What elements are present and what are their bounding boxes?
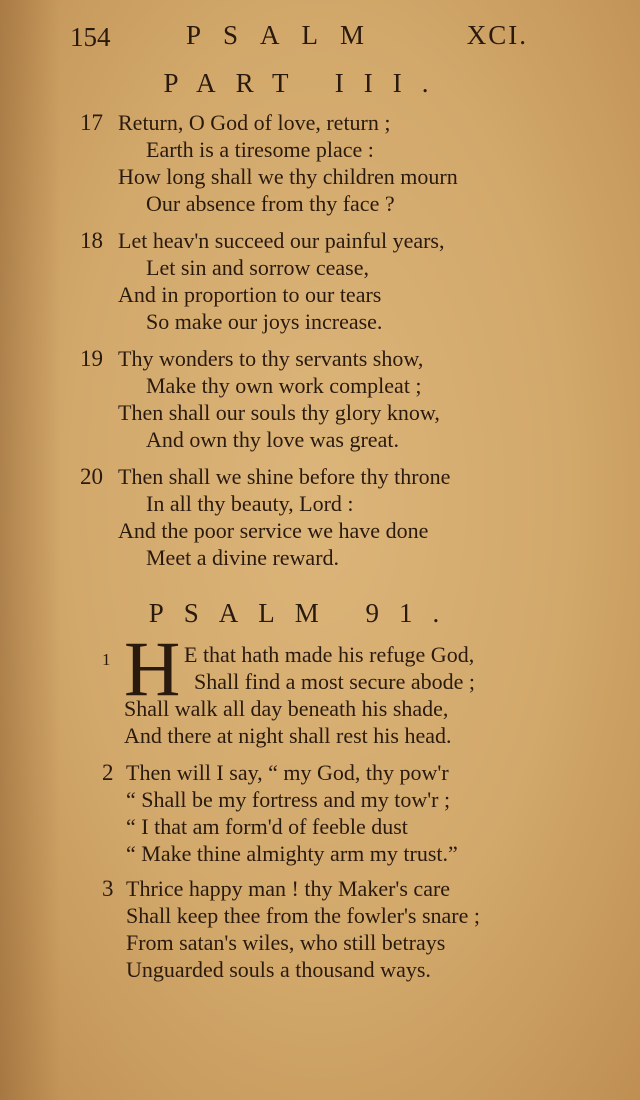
verse-line: From satan's wiles, who still betrays [126,930,446,955]
verse-line: Let sin and sorrow cease, [146,255,369,280]
binding-shadow [0,0,60,1100]
part-title: PART III. [163,68,449,98]
verse-line: Shall walk all day beneath his shade, [124,696,449,721]
verse-line: Thy wonders to thy servants show, [118,346,424,371]
verse-line: Then will I say, “ my God, thy pow'r [126,760,449,785]
verse-line: Meet a divine reward. [146,545,340,570]
verse-line: Shall keep thee from the fowler's snare ; [126,903,481,928]
stanza-number: 17 [80,110,103,135]
page-number: 154 [70,22,111,52]
verse-line: Shall find a most secure abode ; [194,669,476,694]
verse-line: Make thy own work compleat ; [146,373,422,398]
psalm-title: PSALM 91. [148,598,460,628]
verse-line: And the poor service we have done [118,518,429,543]
verse-line: How long shall we thy children mourn [118,164,458,189]
verse-line: “ Make thine almighty arm my trust.” [126,841,458,866]
verse-line: “ Shall be my fortress and my tow'r ; [126,787,451,812]
running-title: PSALM [186,20,387,50]
verse-line: Unguarded souls a thousand ways. [126,957,431,982]
verse-line: And there at night shall rest his head. [124,723,452,748]
verse-line: Then shall our souls thy glory know, [118,400,440,425]
drop-cap: H [124,625,181,712]
stanza-number: 3 [102,876,114,901]
verse-line: And in proportion to our tears [118,282,382,307]
stanza-number: 18 [80,228,103,253]
stanza-number: 1 [102,650,111,669]
stanza-number: 20 [80,464,103,489]
verse-line: In all thy beauty, Lord : [146,491,354,516]
verse-line: Thrice happy man ! thy Maker's care [126,876,451,901]
verse-line: Then shall we shine before thy throne [118,464,451,489]
verse-line: Let heav'n succeed our painful years, [118,228,445,253]
verse-line: Our absence from thy face ? [146,191,395,216]
verse-line: So make our joys increase. [146,309,383,334]
verse-line: Earth is a tiresome place : [146,137,374,162]
stanza-number: 19 [80,346,103,371]
verse-line: E that hath made his refuge God, [184,642,475,667]
running-numeral: XCI. [466,20,528,50]
page-header [70,20,540,56]
verse-line: And own thy love was great. [146,427,399,452]
stanza-number: 2 [102,760,114,785]
verse-line: Return, O God of love, return ; [118,110,391,135]
verse-line: “ I that am form'd of feeble dust [126,814,408,839]
